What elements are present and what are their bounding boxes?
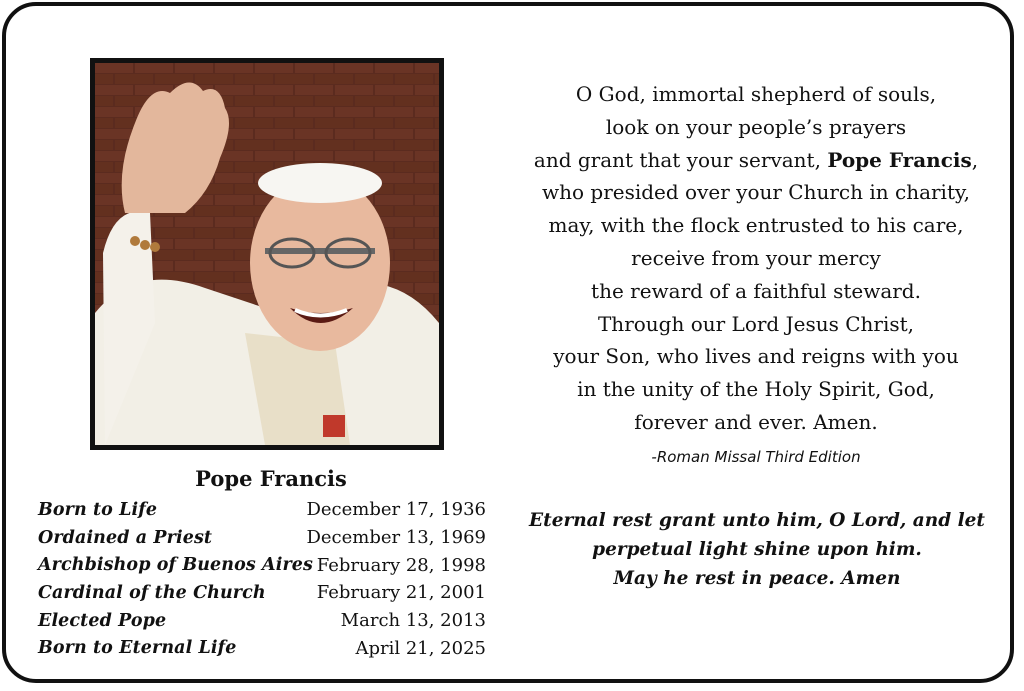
prayer-line-with-name	[516, 144, 996, 177]
prayer-subject-name: Pope Francis	[827, 147, 972, 172]
milestone-list	[38, 496, 492, 662]
prayer-line: in the unity of the Holy Spirit, God,	[577, 377, 935, 402]
prayer-line: Through our Lord Jesus Christ,	[597, 311, 915, 336]
milestone-date: December 13, 1969	[306, 527, 486, 549]
prayer-line: O God, immortal shepherd of souls,	[575, 82, 937, 106]
milestone-label: Born to Life	[38, 499, 158, 520]
prayer-line-end: ,	[971, 147, 979, 172]
milestone-label: Cardinal of the Church	[38, 582, 266, 603]
prayer-line: your Son, who lives and reigns with you	[553, 344, 959, 369]
eternal-rest-line: Eternal rest grant unto him, O Lord, and let	[529, 510, 985, 531]
prayer-line-start: and grant that your servant,	[533, 147, 828, 172]
milestone-label: Ordained a Priest	[38, 527, 213, 548]
milestone-row	[38, 607, 492, 635]
milestone-date: February 28, 1998	[316, 554, 486, 576]
prayer-line: forever and ever. Amen.	[634, 409, 878, 434]
milestone-date: February 21, 2001	[316, 582, 486, 604]
milestone-label: Archbishop of Buenos Aires	[38, 555, 313, 576]
milestone-date: December 17, 1936	[306, 499, 486, 521]
prayer-line: the reward of a faithful steward.	[591, 278, 921, 303]
subject-name: Pope Francis	[195, 466, 347, 491]
prayer-line: who presided over your Church in charity,	[542, 180, 970, 205]
prayer-text	[516, 78, 996, 439]
prayer-line: may, with the flock entrusted to his care,	[548, 213, 964, 238]
portrait-image	[95, 63, 439, 445]
prayer-source: -Roman Missal Third Edition	[651, 448, 861, 466]
milestone-row	[38, 551, 492, 579]
memorial-card	[2, 2, 1014, 683]
milestone-row	[38, 634, 492, 662]
eternal-rest-line: perpetual light shine upon him.	[592, 539, 922, 560]
prayer-line: look on your people’s prayers	[605, 114, 907, 139]
eternal-rest-prayer	[511, 506, 1003, 593]
eternal-rest-line: May he rest in peace. Amen	[613, 568, 901, 589]
milestone-label: Elected Pope	[38, 610, 167, 631]
milestone-row	[38, 524, 492, 552]
milestone-label: Born to Eternal Life	[38, 638, 237, 659]
portrait-photo	[90, 58, 444, 450]
milestone-row	[38, 579, 492, 607]
milestone-date: April 21, 2025	[355, 637, 486, 659]
prayer-line: receive from your mercy	[631, 245, 881, 270]
milestone-row	[38, 496, 492, 524]
milestone-date: March 13, 2013	[340, 610, 486, 632]
